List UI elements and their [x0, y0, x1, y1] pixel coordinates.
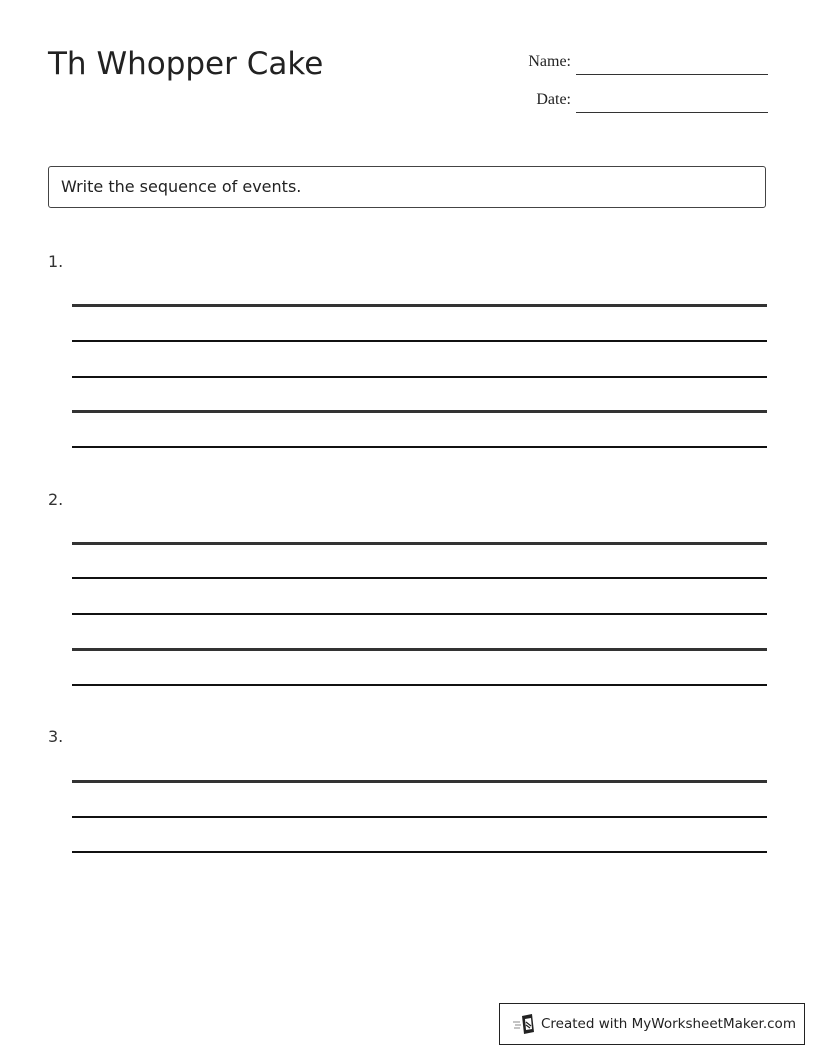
- answer-line[interactable]: [72, 577, 767, 579]
- answer-line[interactable]: [72, 684, 767, 686]
- date-label: Date:: [536, 91, 571, 108]
- answer-line[interactable]: [72, 304, 767, 307]
- question-number: 1.: [48, 252, 64, 271]
- instructions-text: Write the sequence of events.: [61, 177, 302, 196]
- answer-line[interactable]: [72, 410, 767, 413]
- worksheet-title: Th Whopper Cake: [48, 46, 324, 82]
- answer-line[interactable]: [72, 613, 767, 615]
- answer-line[interactable]: [72, 542, 767, 545]
- worksheet-logo-icon: [512, 1014, 536, 1034]
- instructions-box: [48, 166, 766, 208]
- date-blank-line[interactable]: [576, 112, 768, 113]
- answer-line[interactable]: [72, 780, 767, 783]
- answer-line[interactable]: [72, 851, 767, 853]
- question-number: 3.: [48, 727, 64, 746]
- answer-line[interactable]: [72, 340, 767, 342]
- answer-line[interactable]: [72, 376, 767, 378]
- footer-text: Created with MyWorksheetMaker.com: [541, 1016, 796, 1032]
- answer-line[interactable]: [72, 648, 767, 651]
- name-blank-line[interactable]: [576, 74, 768, 75]
- answer-line[interactable]: [72, 446, 767, 448]
- answer-line[interactable]: [72, 816, 767, 818]
- name-label: Name:: [528, 53, 571, 70]
- footer-badge[interactable]: [499, 1003, 805, 1045]
- question-number: 2.: [48, 490, 64, 509]
